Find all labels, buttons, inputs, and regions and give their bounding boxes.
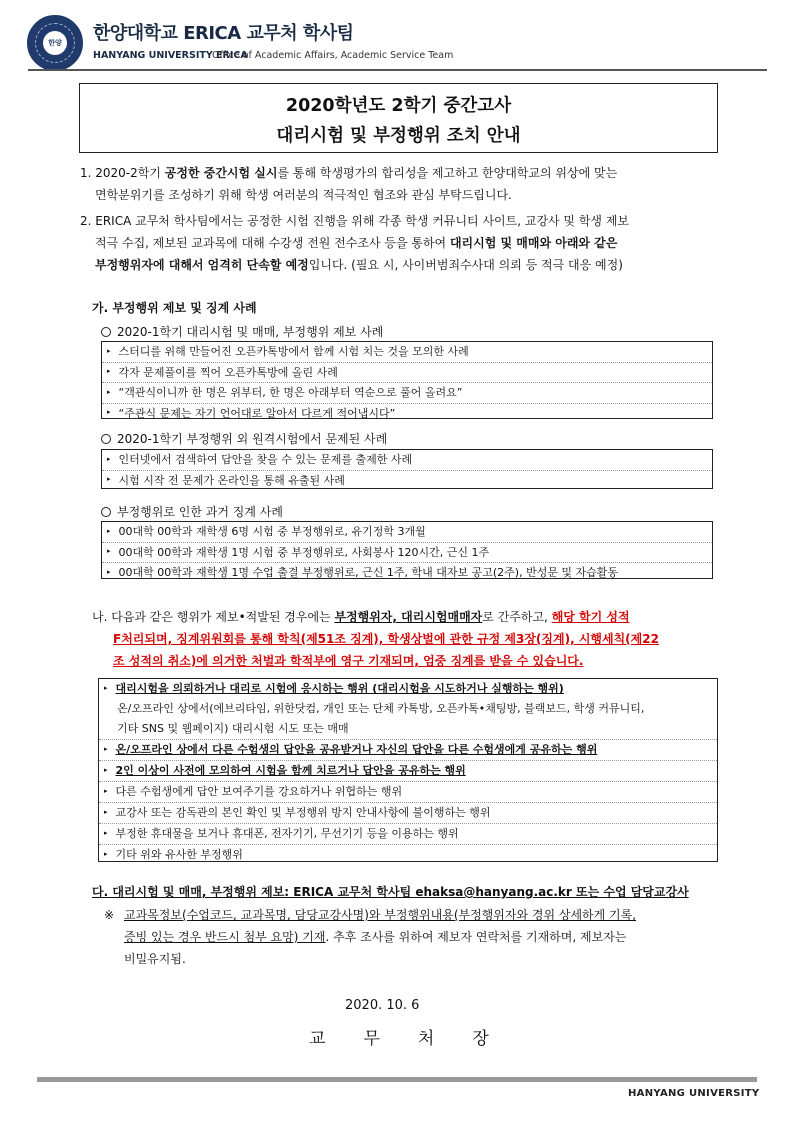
- group3-title-text: 부정행위로 인한 과거 징계 사례: [117, 505, 283, 519]
- group1-title: [101, 323, 383, 340]
- page-title-line1: 2020학년도 2학기 중간고사: [285, 96, 512, 116]
- note-line3: 비밀유지됨.: [124, 952, 186, 966]
- org-name: 한양대학교 ERICA 교무처 학사팀: [93, 23, 354, 44]
- list-item: [102, 471, 712, 491]
- violation-item-text: 2인 이상이 사전에 모의하여 시험을 함께 치르거나 답안을 공유하는 행위: [115, 764, 466, 777]
- intro-p1-c: 를 통해 학생평가의 합리성을 제고하고 한양대학교의 위상에 맞는: [277, 166, 618, 180]
- header-divider: [28, 69, 767, 71]
- list-item-text: 각자 문제풀이를 찍어 오픈카톡방에 올린 사례: [118, 365, 338, 379]
- sign-char: 처: [417, 1029, 435, 1049]
- triangle-bullet-icon: ▸: [104, 850, 108, 858]
- circle-bullet-icon: [101, 507, 111, 517]
- section-na-line2: F처리되며, 징계위원회를 통해 학칙(제51조 징계), 학생상벌에 관한 규정 제3장(징계), 시행세칙(제22: [113, 632, 659, 646]
- footer-university: HANYANG UNIVERSITY: [628, 1088, 760, 1099]
- circle-bullet-icon: [101, 327, 111, 337]
- violation-item-text: 다른 수험생에게 답안 보여주기를 강요하거나 위협하는 행위: [115, 785, 403, 798]
- section-na-line3: 조 성적의 취소)에 의거한 처벌과 학적부에 영구 기재되며, 엄중 징계를 받을 수 있습니다.: [113, 654, 584, 668]
- list-item: [102, 543, 712, 564]
- signature: [309, 1024, 489, 1049]
- list-item: [102, 563, 712, 583]
- violation-sub-line2: 기타 SNS 및 웹페이지) 대리시험 시도 또는 매매: [99, 719, 717, 740]
- triangle-bullet-icon: ▸: [104, 684, 108, 692]
- triangle-bullet-icon: ▸: [107, 367, 111, 375]
- list-item-text: 인터넷에서 검색하여 답안을 찾을 수 있는 문제를 출제한 사례: [118, 453, 413, 466]
- triangle-bullet-icon: ▸: [107, 346, 111, 355]
- list-item: [102, 450, 712, 471]
- intro-p2-e: 입니다. (필요 시, 사이버범죄수사대 의뢰 등 적극 대응 예정): [308, 258, 623, 272]
- triangle-bullet-icon: ▸: [107, 526, 111, 535]
- triangle-bullet-icon: ▸: [107, 567, 111, 576]
- violation-item-text: 부정한 휴대물을 보거나 휴대폰, 전자기기, 무선기기 등을 이용하는 행위: [115, 827, 459, 840]
- sign-char: 무: [363, 1029, 380, 1049]
- intro-p1-line1: [80, 163, 617, 184]
- note-mark: ※: [104, 908, 115, 922]
- triangle-bullet-icon: ▸: [107, 408, 111, 416]
- violation-item: [99, 782, 717, 803]
- university-seal: [27, 15, 83, 71]
- violation-sub-line1: 온/오프라인 상에서(에브리타임, 위한닷컴, 개인 또는 단체 카톡방, 오픈카톡•채팅방, 블랙보드, 학생 커뮤니티,: [117, 702, 645, 715]
- note-line2-rest: . 추후 조사를 위하여 제보자 연락처를 기재하며, 제보자는: [325, 930, 627, 944]
- intro-p1-line2: 면학분위기를 조성하기 위해 학생 여러분의 적극적인 협조와 관심 부탁드립니다.: [95, 188, 512, 202]
- group1-box: [101, 341, 713, 419]
- list-item: [102, 404, 712, 424]
- list-item-text: “객관식이니까 한 명은 위부터, 한 명은 아래부터 역순으로 풀어 올려요”: [118, 386, 463, 399]
- seal-text: 한양: [43, 31, 67, 55]
- violation-item: [99, 679, 717, 699]
- intro-p2-bold: 대리시험 및 매매와 아래와 같은: [449, 236, 618, 250]
- violation-item: [99, 740, 717, 761]
- list-item-text: 시험 시작 전 문제가 온라인을 통해 유출된 사례: [118, 473, 345, 487]
- na-line1-bold: 부정행위자, 대리시험매매자: [334, 610, 483, 624]
- violation-item-text: 대리시험을 의뢰하거나 대리로 시험에 응시하는 행위 (대리시험을 시도하거나 실행하는 행위): [115, 682, 564, 695]
- group3-title: [101, 503, 283, 520]
- intro-p2-bold2: 부정행위자에 대해서 엄격히 단속할 예정: [95, 258, 309, 272]
- triangle-bullet-icon: ▸: [104, 829, 108, 837]
- section-na-line1: [92, 607, 630, 628]
- intro-p2-line2: [95, 233, 617, 254]
- section-ga-title: 가. 부정행위 제보 및 징계 사례: [92, 301, 257, 315]
- list-item-text: “주관식 문제는 자기 언어대로 알아서 다르게 적어냅시다”: [118, 406, 396, 420]
- intro-p1-a: 1. 2020-2학기: [80, 166, 165, 180]
- violation-item: [99, 803, 717, 824]
- section-da-title: 다. 대리시험 및 매매, 부정행위 제보: ERICA 교무처 학사팀 ehaksa@hanyang.ac.kr 또는 수업 담당교강사: [92, 885, 689, 899]
- violation-item: [99, 824, 717, 845]
- triangle-bullet-icon: ▸: [107, 475, 111, 483]
- group3-box: [101, 521, 713, 579]
- na-line1-a: 나. 다음과 같은 행위가 제보•적발된 경우에는: [92, 610, 335, 624]
- violation-item-text: 온/오프라인 상에서 다른 수험생의 답안을 공유받거나 자신의 답안을 다른 수험생에게 공유하는 행위: [115, 743, 598, 756]
- footer-divider: [37, 1077, 757, 1082]
- triangle-bullet-icon: ▸: [107, 387, 111, 396]
- triangle-bullet-icon: ▸: [107, 454, 111, 463]
- list-item-text: 00대학 00학과 재학생 6명 시험 중 부정행위로, 유기정학 3개월: [118, 525, 426, 538]
- page-title-line2: 대리시험 및 부정행위 조치 안내: [276, 126, 521, 146]
- intro-p2-b: 적극 수집, 제보된 교과목에 대해 수강생 전원 전수조사 등을 통하여: [95, 236, 450, 250]
- note-line2-underlined: 증빙 있는 경우 반드시 첨부 요망) 기재: [124, 930, 326, 944]
- na-line1-c: 로 간주하고,: [482, 610, 552, 624]
- list-item: [102, 363, 712, 384]
- triangle-bullet-icon: ▸: [104, 745, 108, 753]
- note-line1: 교과목정보(수업코드, 교과목명, 담당교강사명)와 부정행위내용(부정행위자와 경위 상세하게 기록,: [124, 908, 637, 922]
- list-item-text: 스터디를 위해 만들어진 오픈카톡방에서 함께 시험 치는 것을 모의한 사례: [118, 345, 469, 358]
- list-item: [102, 383, 712, 404]
- triangle-bullet-icon: ▸: [107, 547, 111, 555]
- group2-box: [101, 449, 713, 489]
- note-line2: [124, 927, 626, 948]
- triangle-bullet-icon: ▸: [104, 787, 108, 795]
- list-item: [102, 342, 712, 363]
- issue-date: 2020. 10. 6: [345, 998, 420, 1013]
- sign-char: 교: [309, 1029, 326, 1049]
- intro-p2-line1: 2. ERICA 교무처 학사팀에서는 공정한 시험 진행을 위해 각종 학생 커뮤니티 사이트, 교강사 및 학생 제보: [80, 214, 630, 228]
- sign-char: 장: [472, 1029, 489, 1049]
- group2-title: [101, 430, 387, 447]
- intro-p2-line3: [95, 255, 623, 276]
- org-subtitle-en: Office of Academic Affairs, Academic Service Team: [212, 50, 454, 61]
- triangle-bullet-icon: ▸: [104, 766, 108, 774]
- intro-p1-bold: 공정한 중간시험 실시: [164, 166, 278, 180]
- list-item-text: 00대학 00학과 재학생 1명 수업 출결 부정행위로, 근신 1주, 학내 대자보 공고(2주), 반성문 및 자습활동: [118, 566, 619, 579]
- triangle-bullet-icon: ▸: [104, 808, 108, 816]
- list-item-text: 00대학 00학과 재학생 1명 시험 중 부정행위로, 사회봉사 120시간, 근신 1주: [118, 545, 490, 559]
- group1-title-text: 2020-1학기 대리시험 및 매매, 부정행위 제보 사례: [117, 325, 384, 339]
- violation-item-text: 교강사 또는 감독관의 본인 확인 및 부정행위 방지 안내사항에 불이행하는 행위: [115, 806, 491, 819]
- circle-bullet-icon: [101, 434, 111, 444]
- violation-item: [99, 761, 717, 782]
- violations-box: [98, 678, 718, 862]
- violation-item: [99, 845, 717, 865]
- violation-item-text: 기타 위와 유사한 부정행위: [115, 848, 243, 861]
- list-item: [102, 522, 712, 543]
- org-name-en: HANYANG UNIVERSITY ERICA: [93, 50, 248, 61]
- group2-title-text: 2020-1학기 부정행위 외 원격시험에서 문제된 사례: [117, 432, 388, 446]
- na-line1-red: 해당 학기 성적: [551, 610, 630, 624]
